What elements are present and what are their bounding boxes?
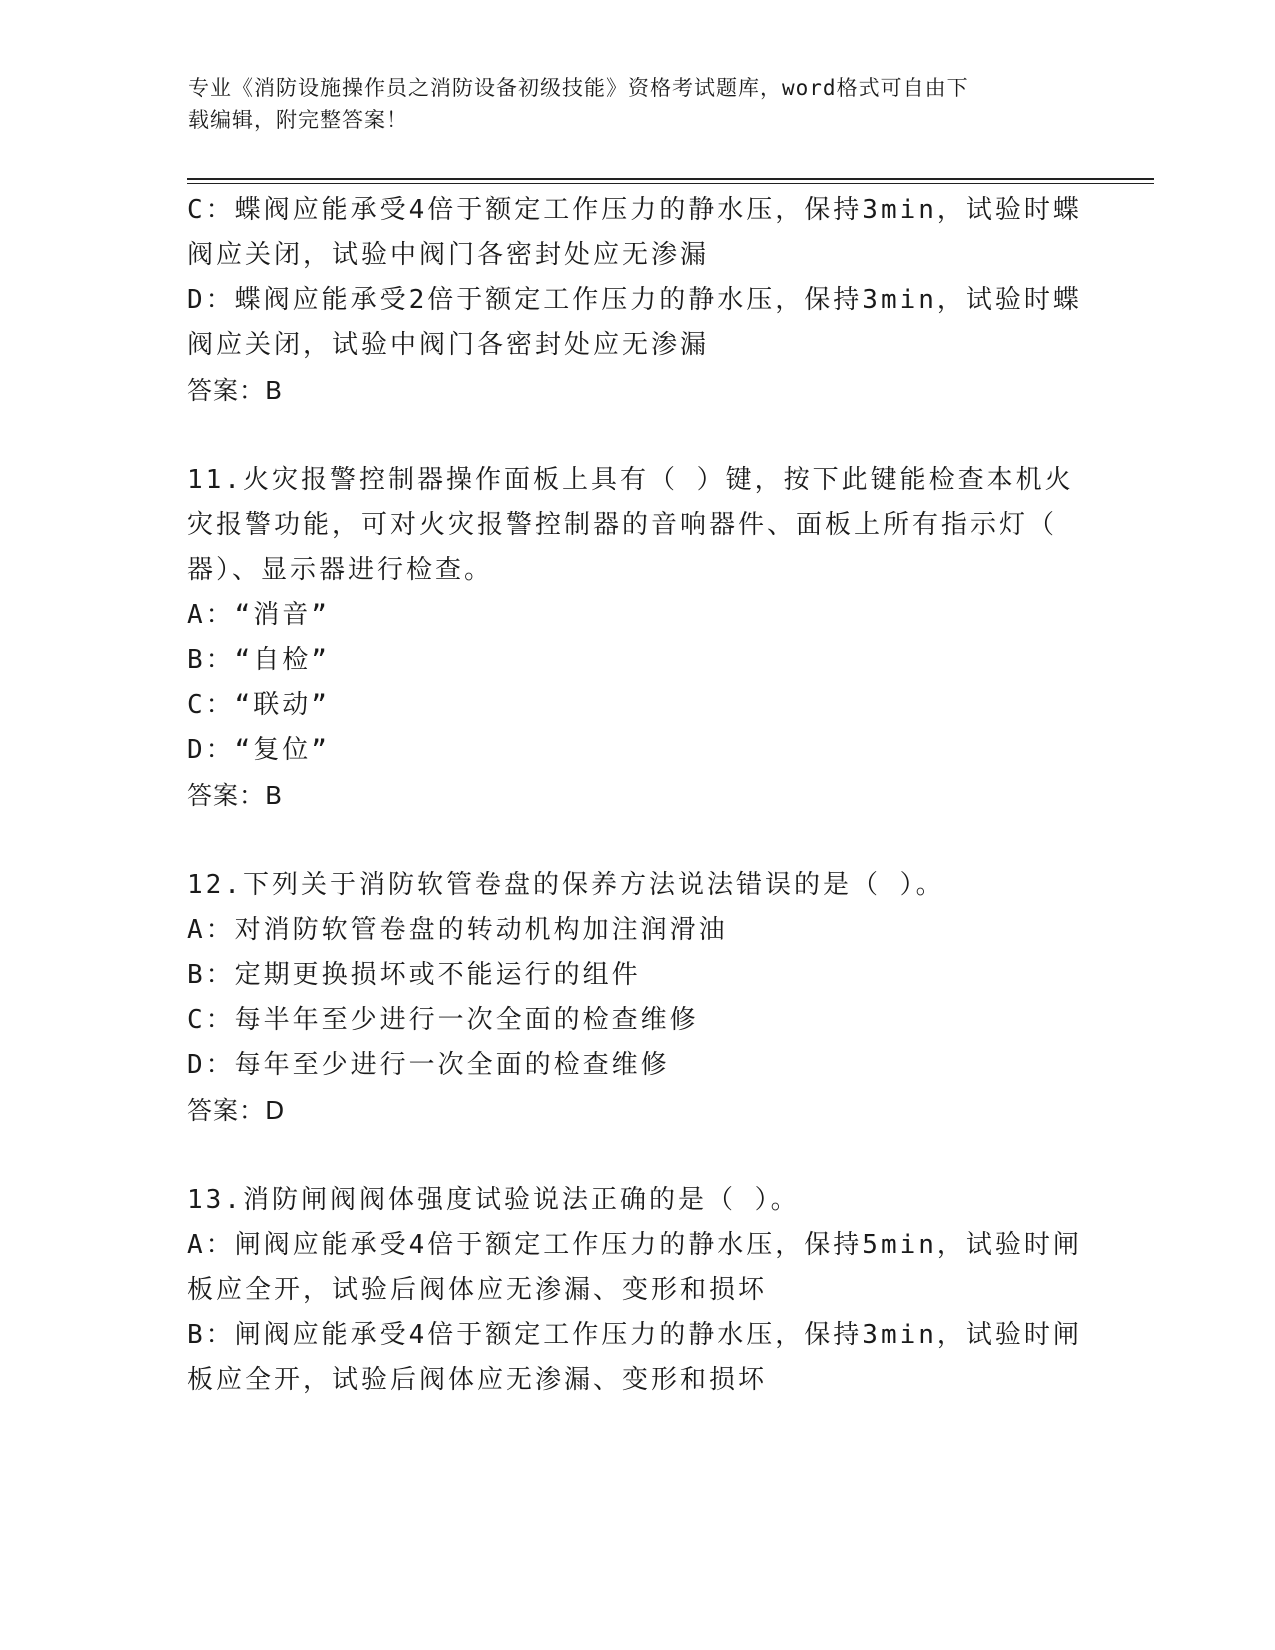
q11-option-d: D：“复位” <box>187 735 330 765</box>
q12-option-c: C：每半年至少进行一次全面的检查维修 <box>187 1005 699 1035</box>
question-11-block <box>187 458 1087 818</box>
q13-option-b-line-1: B：闸阀应能承受4倍于额定工作压力的静水压，保持3min，试验时闸 <box>187 1320 1082 1350</box>
header-line-2: 载编辑，附完整答案！ <box>188 108 408 132</box>
q13-option-b-line-2: 板应全开，试验后阀体应无渗漏、变形和损坏 <box>187 1365 768 1395</box>
q10-option-d-line-2: 阀应关闭，试验中阀门各密封处应无渗漏 <box>187 330 710 360</box>
spacer <box>187 818 1087 863</box>
document-header <box>188 72 1068 136</box>
q10-option-c-line-1: C：蝶阀应能承受4倍于额定工作压力的静水压，保持3min，试验时蝶 <box>187 195 1082 225</box>
question-12-block <box>187 863 1087 1133</box>
header-divider-thin <box>187 183 1154 184</box>
q10-option-c-line-2: 阀应关闭，试验中阀门各密封处应无渗漏 <box>187 240 710 270</box>
q11-option-b: B：“自检” <box>187 645 330 675</box>
q10-option-d-line-1: D：蝶阀应能承受2倍于额定工作压力的静水压，保持3min，试验时蝶 <box>187 285 1082 315</box>
q12-option-d: D：每年至少进行一次全面的检查维修 <box>187 1050 670 1080</box>
question-content <box>187 188 1087 1403</box>
spacer <box>187 413 1087 458</box>
q11-stem-line-2: 灾报警功能，可对火灾报警控制器的音响器件、面板上所有指示灯（ <box>187 510 1058 540</box>
header-line-1: 专业《消防设施操作员之消防设备初级技能》资格考试题库，word格式可自由下 <box>188 76 969 100</box>
q12-option-a: A：对消防软管卷盘的转动机构加注润滑油 <box>187 915 728 945</box>
q11-option-a: A：“消音” <box>187 600 330 630</box>
q11-answer: 答案：B <box>187 781 284 810</box>
header-divider-thick <box>187 178 1154 180</box>
spacer <box>187 1133 1087 1178</box>
q10-answer: 答案：B <box>187 376 284 405</box>
q13-option-a-line-2: 板应全开，试验后阀体应无渗漏、变形和损坏 <box>187 1275 768 1305</box>
q11-option-c: C：“联动” <box>187 690 330 720</box>
q12-stem: 12.下列关于消防软管卷盘的保养方法说法错误的是（ ）。 <box>187 870 945 900</box>
q12-option-b: B：定期更换损坏或不能运行的组件 <box>187 960 641 990</box>
q12-answer: 答案：D <box>187 1096 286 1125</box>
q11-stem-line-3: 器）、显示器进行检查。 <box>187 555 494 585</box>
q13-option-a-line-1: A：闸阀应能承受4倍于额定工作压力的静水压，保持5min，试验时闸 <box>187 1230 1082 1260</box>
q11-stem-line-1: 11.火灾报警控制器操作面板上具有（ ）键，按下此键能检查本机火 <box>187 465 1074 495</box>
question-10-block <box>187 188 1087 413</box>
question-13-block <box>187 1178 1087 1403</box>
q13-stem: 13.消防闸阀阀体强度试验说法正确的是（ ）。 <box>187 1185 800 1215</box>
